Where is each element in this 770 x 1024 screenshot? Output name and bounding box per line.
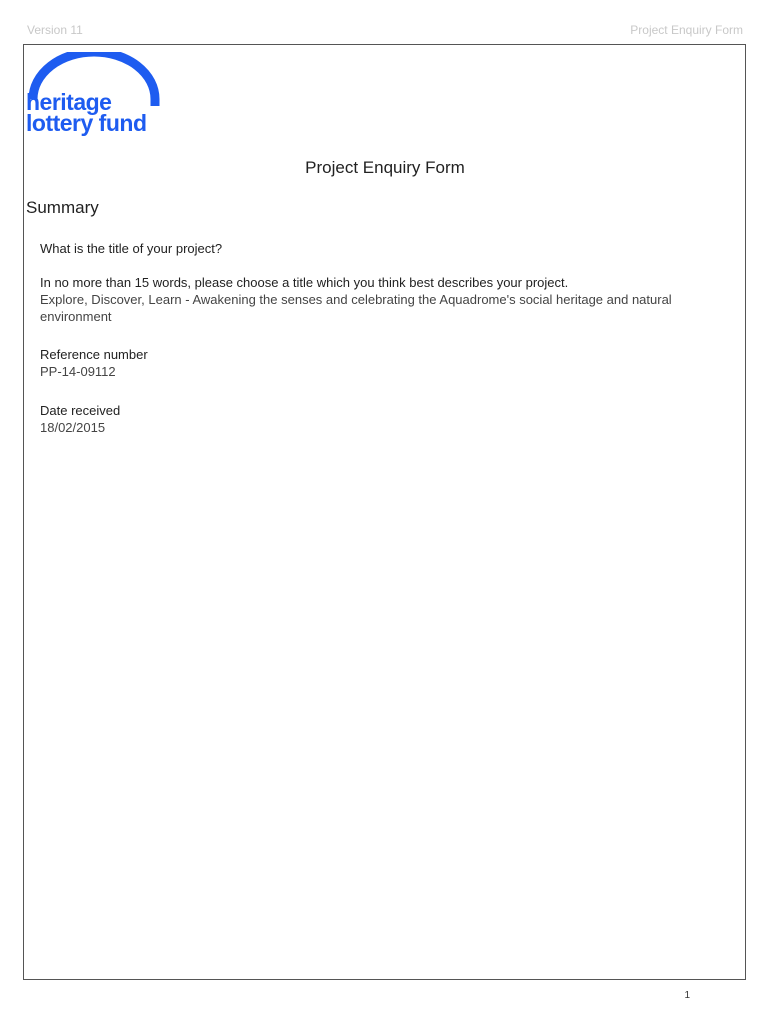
form-title: Project Enquiry Form: [305, 158, 465, 177]
heritage-lottery-fund-logo: [26, 52, 162, 140]
date-received-label: Date received: [40, 403, 121, 418]
reference-number-label: Reference number: [40, 347, 148, 362]
running-header-version: Version 11: [27, 23, 83, 37]
project-title-question-label: What is the title of your project?: [40, 241, 223, 256]
page-frame: [23, 44, 746, 980]
logo-wordmark: [26, 89, 147, 136]
logo-line-1: heritage: [26, 89, 112, 115]
reference-number-field: [40, 346, 720, 380]
project-title-answer: Explore, Discover, Learn - Awakening the senses and celebrating the Aquadrome's social heritage and natural environment: [40, 292, 672, 324]
section-heading-summary: Summary: [26, 198, 99, 217]
date-received-field: [40, 402, 720, 436]
project-title-question: [40, 240, 720, 257]
date-received-value: 18/02/2015: [40, 420, 106, 435]
project-title-instruction: In no more than 15 words, please choose a title which you think best describes your project.: [40, 275, 569, 290]
running-header-title: Project Enquiry Form: [630, 23, 743, 37]
project-title-field: [40, 274, 720, 325]
page-number: 1: [684, 990, 690, 1001]
reference-number-value: PP-14-09112: [40, 364, 116, 379]
logo-line-2: lottery fund: [26, 110, 147, 136]
